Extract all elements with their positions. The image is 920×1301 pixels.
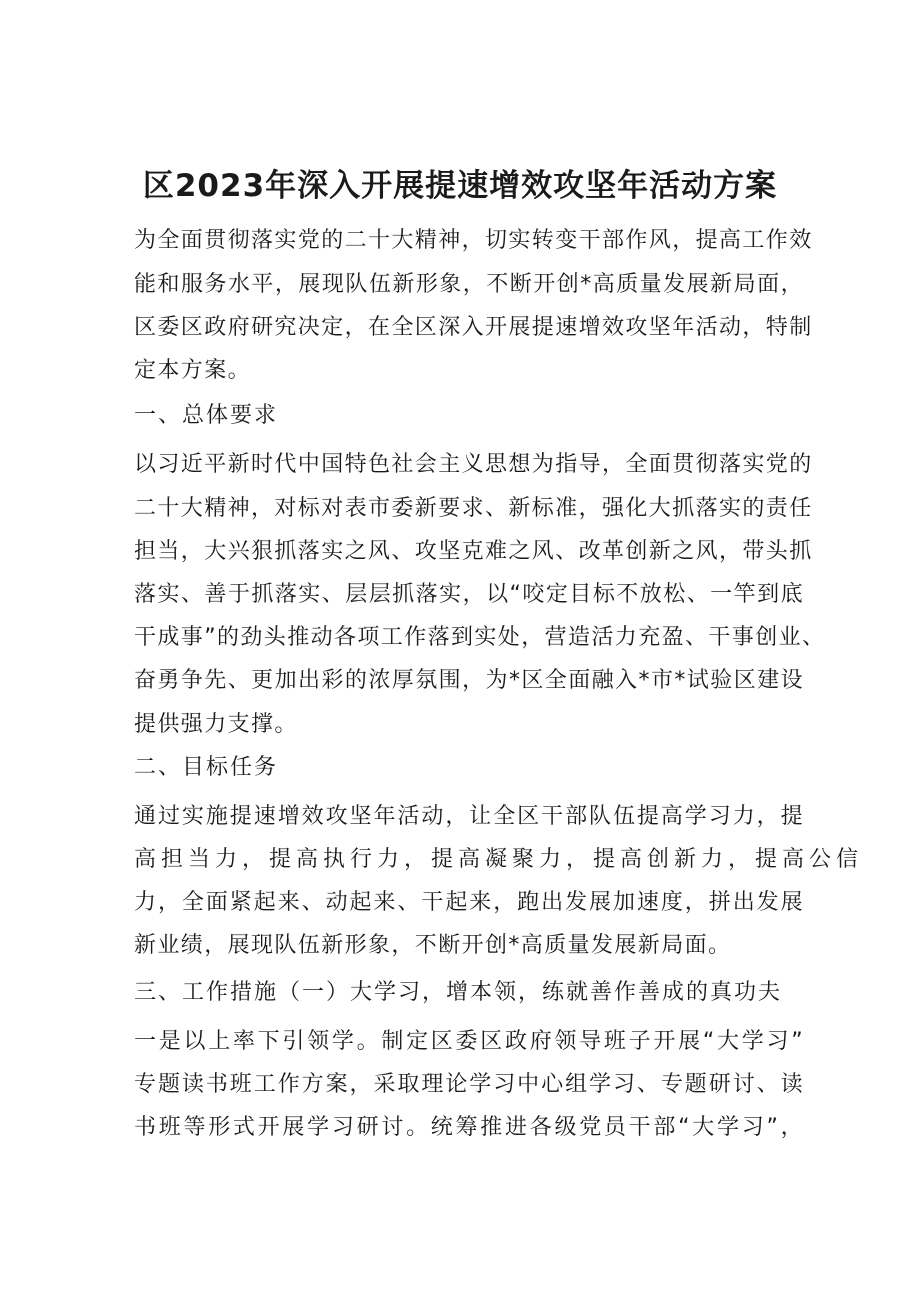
section-1-line-4: 落实、善于抓落实、层层抓落实，以“咬定目标不放松、一竿到底: [134, 582, 804, 607]
section-3-line-2: 专题读书班工作方案，采取理论学习中心组学习、专题研讨、读: [134, 1072, 804, 1097]
intro-line-4: 定本方案。: [134, 358, 252, 383]
section-3-line-3: 书班等形式开展学习研讨。统筹推进各级党员干部“大学习”，: [134, 1115, 804, 1140]
section-1-line-5: 干成事”的劲头推动各项工作落到实处，营造活力充盈、干事创业、: [134, 625, 826, 650]
section-2-heading: 二、目标任务: [134, 755, 279, 780]
section-1-line-2: 二十大精神，对标对表市委新要求、新标准，强化大抓落实的责任: [134, 496, 813, 521]
section-3-heading: 三、工作措施（一）大学习，增本领，练就善作善成的真功夫: [134, 980, 783, 1005]
section-3-line-1: 一是以上率下引领学。制定区委区政府领导班子开展“大学习”: [134, 1029, 804, 1054]
intro-line-1: 为全面贯彻落实党的二十大精神，切实转变干部作风，提高工作效: [134, 228, 813, 253]
section-2-line-4: 新业绩，展现队伍新形象，不断开创*高质量发展新局面。: [134, 933, 732, 958]
section-2-line-3: 力，全面紧起来、动起来、干起来，跑出发展加速度，拼出发展: [134, 890, 804, 915]
section-2-line-2: 高担当力，提高执行力，提高凝聚力，提高创新力，提高公信: [134, 847, 864, 872]
section-1-line-6: 奋勇争先、更加出彩的浓厚氛围，为*区全面融入*市*试验区建设: [134, 668, 804, 693]
section-2-line-1: 通过实施提速增效攻坚年活动，让全区干部队伍提高学习力，提: [134, 804, 804, 829]
section-1-line-1: 以习近平新时代中国特色社会主义思想为指导，全面贯彻落实党的: [134, 452, 813, 477]
intro-line-2: 能和服务水平，展现队伍新形象，不断开创*高质量发展新局面，: [134, 272, 804, 297]
section-1-line-7: 提供强力支撑。: [134, 712, 298, 737]
section-1-line-3: 担当，大兴狠抓落实之风、攻坚克难之风、改革创新之风，带头抓: [134, 539, 813, 564]
document-title: 区2023年深入开展提速增效攻坚年活动方案: [142, 168, 778, 204]
intro-line-3: 区委区政府研究决定，在全区深入开展提速增效攻坚年活动，特制: [134, 315, 813, 340]
section-1-heading: 一、总体要求: [134, 403, 279, 428]
